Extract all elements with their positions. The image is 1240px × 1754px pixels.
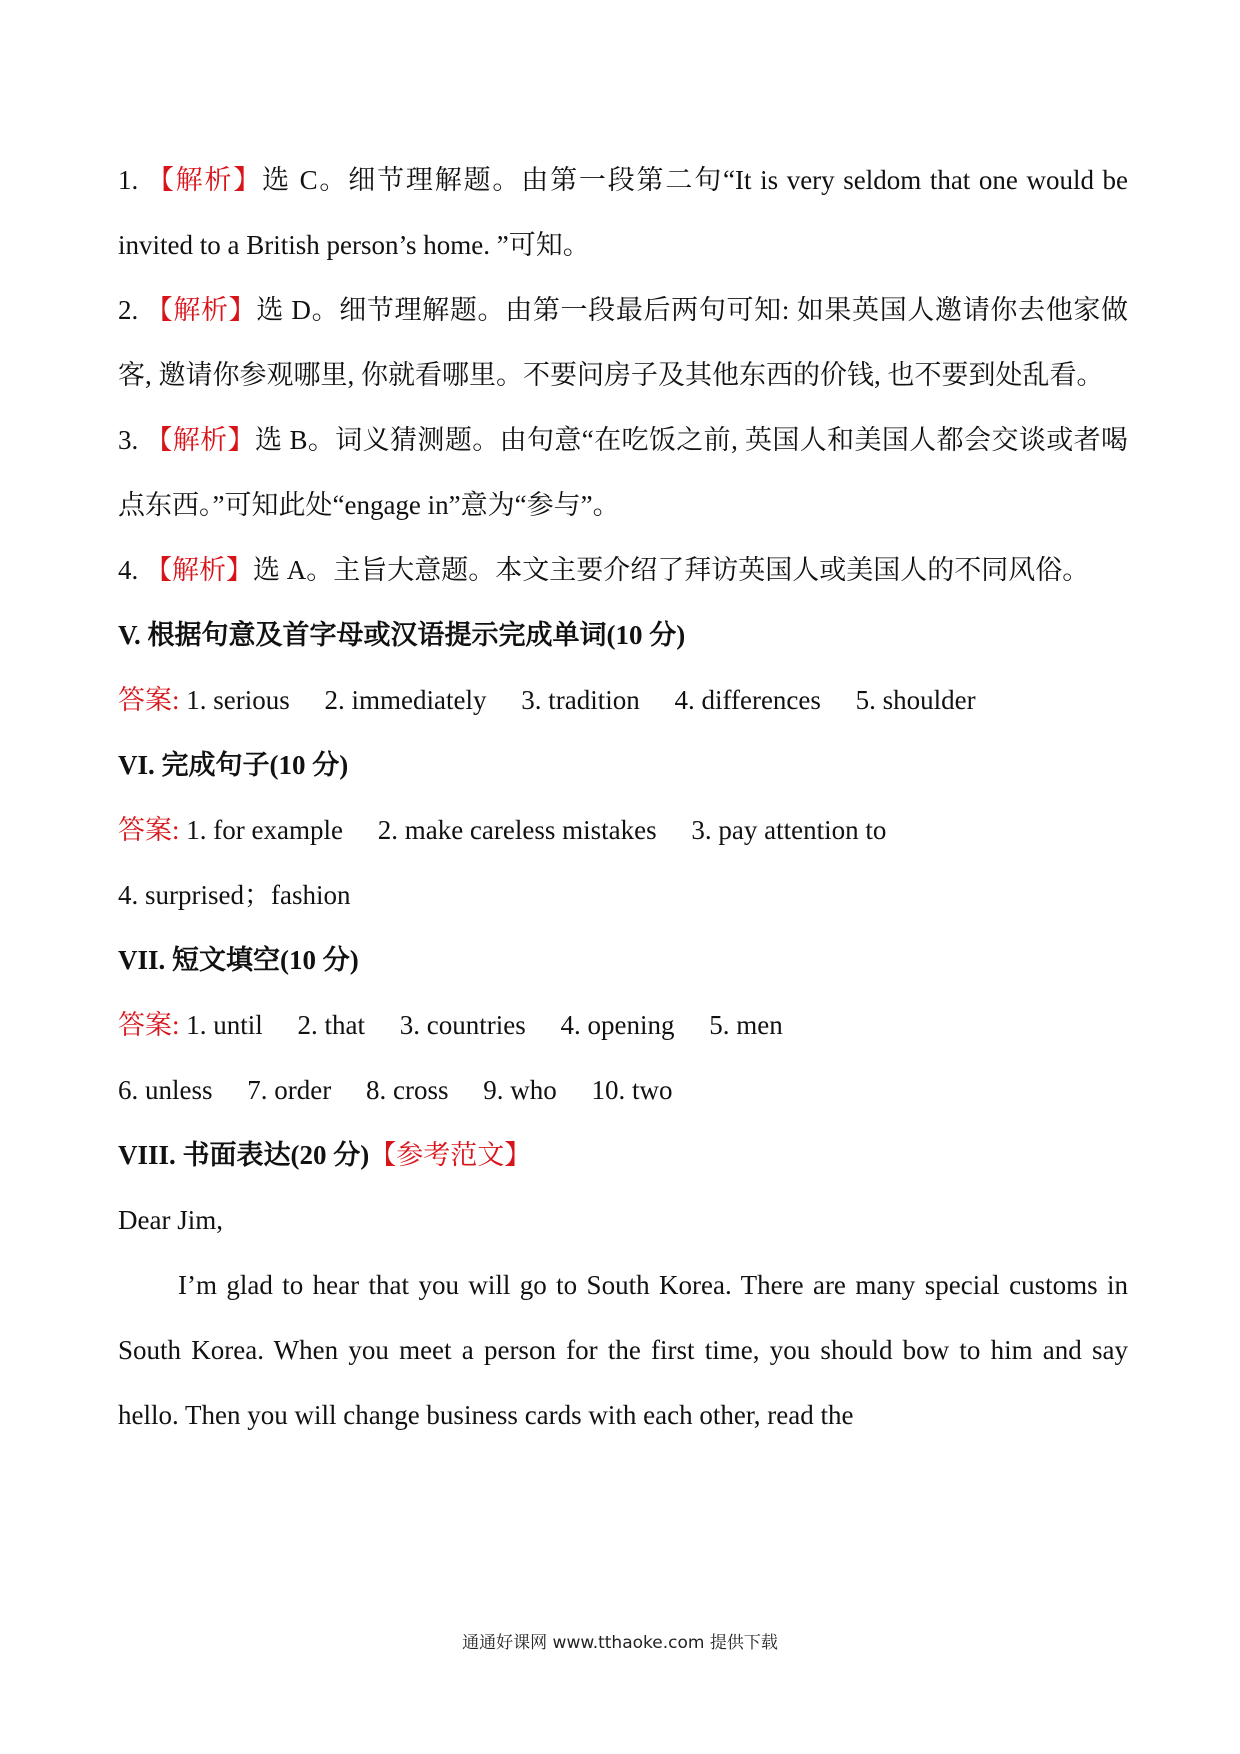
section-6-answers-line-2 xyxy=(118,863,1128,928)
answer-item: 4. differences xyxy=(674,685,821,715)
answer-item: 3. tradition xyxy=(521,685,640,715)
section-8-title: VIII. 书面表达(20 分) xyxy=(118,1140,370,1170)
analysis-text: 选 C。细节理解题。由第一段第二句“It is very seldom that one would be invited to a British person’s home. ”可知。 xyxy=(118,165,1129,260)
answer-item: 4. opening xyxy=(560,1010,675,1040)
essay-body: I’m glad to hear that you will go to South Korea. There are many special customs in South Korea. When you meet a person for the first time, you should bow to him and say hello. Then you will change business cards with each other, read the xyxy=(118,1270,1128,1430)
analysis-tag: 【解析】 xyxy=(146,165,263,195)
section-7-heading: VII. 短文填空(10 分) xyxy=(118,945,359,975)
answer-label: 答案: xyxy=(118,685,180,715)
analysis-tag: 【解析】 xyxy=(145,295,257,325)
answer-item: 1. serious xyxy=(186,685,290,715)
answer-item: 6. unless xyxy=(118,1075,213,1105)
answer-item: 7. order xyxy=(247,1075,332,1105)
answer-item: 2. immediately xyxy=(324,685,487,715)
section-7-answers-line-2 xyxy=(118,1058,1128,1123)
analysis-item-4 xyxy=(118,538,1128,603)
section-5-heading: V. 根据句意及首字母或汉语提示完成单词(10 分) xyxy=(118,620,686,650)
analysis-item-2 xyxy=(118,278,1128,408)
answer-label: 答案: xyxy=(118,1010,180,1040)
item-number: 3. xyxy=(118,425,139,455)
document-page xyxy=(118,148,1128,1448)
answer-item: 4. surprised；fashion xyxy=(118,880,351,910)
analysis-text: 选 B。词义猜测题。由句意“在吃饭之前, 英国人和美国人都会交谈或者喝点东西。”可知此处“engage in”意为“参与”。 xyxy=(118,425,1129,520)
answer-item: 3. pay attention to xyxy=(691,815,887,845)
item-number: 1. xyxy=(118,165,139,195)
section-7-answers-line-1 xyxy=(118,993,1128,1058)
item-number: 4. xyxy=(118,555,139,585)
answer-item: 2. that xyxy=(297,1010,366,1040)
sample-essay-tag: 【参考范文】 xyxy=(369,1140,532,1170)
item-number: 2. xyxy=(118,295,139,325)
answer-item: 10. two xyxy=(591,1075,673,1105)
answer-item: 5. men xyxy=(709,1010,783,1040)
answer-label: 答案: xyxy=(118,815,180,845)
answer-item: 5. shoulder xyxy=(855,685,976,715)
answer-item: 1. for example xyxy=(186,815,343,845)
answer-item: 3. countries xyxy=(399,1010,526,1040)
answer-item: 8. cross xyxy=(365,1075,449,1105)
analysis-tag: 【解析】 xyxy=(145,555,253,585)
analysis-item-1 xyxy=(118,148,1128,278)
answer-item: 1. until xyxy=(186,1010,263,1040)
essay-salutation: Dear Jim, xyxy=(118,1205,223,1235)
analysis-item-3 xyxy=(118,408,1128,538)
section-8-heading xyxy=(118,1123,1128,1188)
page-footer: 通通好课网 www.tthaoke.com 提供下载 xyxy=(462,1633,778,1653)
answer-item: 9. who xyxy=(483,1075,557,1105)
section-5-answers xyxy=(118,668,1128,733)
section-6-answers-line-1 xyxy=(118,798,1128,863)
analysis-text: 选 D。细节理解题。由第一段最后两句可知: 如果英国人邀请你去他家做客, 邀请你参观哪里, 你就看哪里。不要问房子及其他东西的价钱, 也不要到处乱看。 xyxy=(118,295,1129,390)
analysis-text: 选 A。主旨大意题。本文主要介绍了拜访英国人或美国人的不同风俗。 xyxy=(253,555,1090,585)
answer-item: 2. make careless mistakes xyxy=(377,815,657,845)
analysis-tag: 【解析】 xyxy=(145,425,255,455)
section-6-heading: VI. 完成句子(10 分) xyxy=(118,750,349,780)
